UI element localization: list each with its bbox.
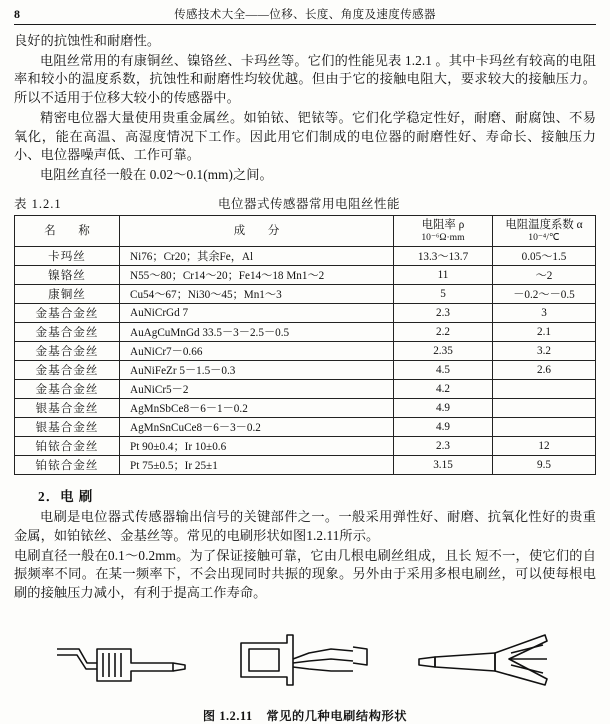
table-label: 表 1.2.1 (14, 196, 62, 211)
cell-temp-coef: ～2 (493, 266, 596, 285)
cell-name: 铂铱合金丝 (15, 437, 120, 456)
table-row (15, 285, 596, 304)
th-temp-coef-l2: 10⁻⁴/℃ (528, 232, 560, 244)
cell-composition: Pt 75±0.5；Ir 25±1 (120, 456, 394, 475)
cell-temp-coef: 0.05～1.5 (493, 247, 596, 266)
cell-resistivity: 2.35 (394, 342, 493, 361)
cell-composition: Cu54～67；Ni30～45；Mn1～3 (120, 285, 394, 304)
table-head (15, 215, 596, 246)
paragraph-2: 精密电位器大量使用贵重金属丝。如铂铱、钯铱等。它们化学稳定性好，耐磨、耐腐蚀、不易氧化，能在高温、高湿度情况下工作。因此用它们制成的电位器的耐磨性好、寿命长、接触压力小、电位器噪声低、工作可靠。 (14, 109, 596, 163)
th-resistivity-l1: 电阻率 ρ (421, 218, 465, 231)
table-row (15, 266, 596, 285)
table-title: 电位器式传感器常用电阻丝性能 (217, 196, 400, 211)
table-caption (14, 194, 596, 212)
table-row (15, 380, 596, 399)
brush-shape-2-icon (235, 619, 375, 699)
cell-resistivity: 13.3～13.7 (394, 247, 493, 266)
table-body (15, 247, 596, 475)
th-comp-l2: 分 (267, 224, 280, 237)
brush-shape-1-icon (53, 619, 193, 699)
cell-resistivity: 4.5 (394, 361, 493, 380)
th-temp-coef-l1: 电阻温度系数 α (505, 218, 583, 231)
brush-shape-3-icon (417, 619, 557, 699)
cell-resistivity: 3.15 (394, 456, 493, 475)
running-title: 传感技术大全——位移、长度、角度及速度传感器 (174, 9, 436, 21)
cell-temp-coef (493, 418, 596, 437)
cell-name: 康铜丝 (15, 285, 120, 304)
cell-composition: AgMnSnCuCe8－6－3－0.2 (120, 418, 394, 437)
th-resistivity-l2: 10⁻⁶Ω·mm (421, 232, 465, 244)
th-name-l2: 称 (78, 224, 90, 237)
paragraph-0: 良好的抗蚀性和耐磨性。 (14, 33, 161, 48)
paragraph-1: 电阻丝常用的有康铜丝、镍铬丝、卡玛丝等。它们的性能见表 1.2.1 。其中卡玛丝有较高的电阻率和较小的温度系数，抗蚀性和耐磨性均较优越。但由于它的接触电阻大，要求较大的接触压力。所以不适用于位移大较小的传感器中。 (14, 52, 596, 106)
figure-label: 图 1.2.11 (202, 708, 253, 723)
cell-temp-coef (493, 399, 596, 418)
cell-name: 金基合金丝 (15, 342, 120, 361)
cell-name: 银基合金丝 (15, 399, 120, 418)
table-row (15, 437, 596, 456)
section-paragraph-0: 电刷是电位器式传感器输出信号的关键部件之一。一般采用弹性好、耐磨、抗氧化性好的贵重金属，如铂铱丝、金基丝等。常见的电刷形状如图1.2.11所示。 (14, 509, 596, 543)
cell-composition: AgMnSbCe8－6－1－0.2 (120, 399, 394, 418)
cell-composition: AuAgCuMnGd 33.5－3－2.5－0.5 (120, 323, 394, 342)
cell-name: 金基合金丝 (15, 380, 120, 399)
cell-name: 金基合金丝 (15, 323, 120, 342)
cell-composition: Ni76；Cr20；其余Fe，Al (120, 247, 394, 266)
cell-composition: AuNiCr7－0.66 (120, 342, 394, 361)
cell-temp-coef: 3.2 (493, 342, 596, 361)
table-header-row (15, 215, 596, 246)
figure-row (14, 617, 596, 699)
th-comp-l1: 成 (233, 224, 246, 237)
cell-resistivity: 4.2 (394, 380, 493, 399)
cell-composition: AuNiCr5－2 (120, 380, 394, 399)
th-resistivity (394, 215, 493, 246)
table-row (15, 342, 596, 361)
cell-resistivity: 4.9 (394, 399, 493, 418)
cell-temp-coef (493, 380, 596, 399)
th-composition (120, 215, 394, 246)
figure-title: 常见的几种电刷结构形状 (266, 708, 408, 723)
figure-caption (14, 707, 596, 724)
th-name-l1: 名 (44, 224, 56, 237)
cell-name: 银基合金丝 (15, 418, 120, 437)
paragraph-3: 电阻丝直径一般在 0.02～0.1(mm)之间。 (40, 167, 273, 183)
cell-temp-coef: －0.2～－0.5 (493, 285, 596, 304)
cell-resistivity: 2.2 (394, 323, 493, 342)
table-row (15, 456, 596, 475)
cell-temp-coef: 12 (493, 437, 596, 456)
cell-temp-coef: 2.1 (493, 323, 596, 342)
table-row (15, 304, 596, 323)
section-heading: 2．电 刷 (38, 489, 94, 505)
cell-name: 铂铱合金丝 (15, 456, 120, 475)
cell-temp-coef: 2.6 (493, 361, 596, 380)
section-paragraph-1: 电刷直径一般在0.1～0.2mm。为了保证接触可靠，它由几根电刷丝组成，且长 短不一，使它们的自振频率不同。在某一频率下，不会出现同时共振的现象。另外由于采用多根电刷丝，可以使每根电刷的接触压力减小，有利于提高工作寿命。 (14, 547, 596, 601)
table-row (15, 418, 596, 437)
cell-name: 镍铬丝 (15, 266, 120, 285)
cell-name: 卡玛丝 (15, 247, 120, 266)
cell-resistivity: 4.9 (394, 418, 493, 437)
table-row (15, 399, 596, 418)
page-number: 8 (14, 7, 20, 21)
cell-composition: N55～80；Cr14～20；Fe14～18 Mn1～2 (120, 266, 394, 285)
figure-area (14, 617, 596, 701)
cell-temp-coef: 3 (493, 304, 596, 323)
table-row (15, 323, 596, 342)
cell-name: 金基合金丝 (15, 304, 120, 323)
cell-resistivity: 2.3 (394, 437, 493, 456)
cell-resistivity: 11 (394, 266, 493, 285)
cell-composition: Pt 90±0.4；Ir 10±0.6 (120, 437, 394, 456)
cell-name: 金基合金丝 (15, 361, 120, 380)
th-name (15, 215, 120, 246)
cell-temp-coef: 9.5 (493, 456, 596, 475)
cell-resistivity: 2.3 (394, 304, 493, 323)
cell-resistivity: 5 (394, 285, 493, 304)
th-temp-coef (493, 215, 596, 246)
resistance-wire-table (14, 215, 596, 475)
cell-composition: AuNiCrGd 7 (120, 304, 394, 323)
page-header (14, 6, 596, 25)
table-row (15, 247, 596, 266)
cell-composition: AuNiFeZr 5－1.5－0.3 (120, 361, 394, 380)
table-row (15, 361, 596, 380)
